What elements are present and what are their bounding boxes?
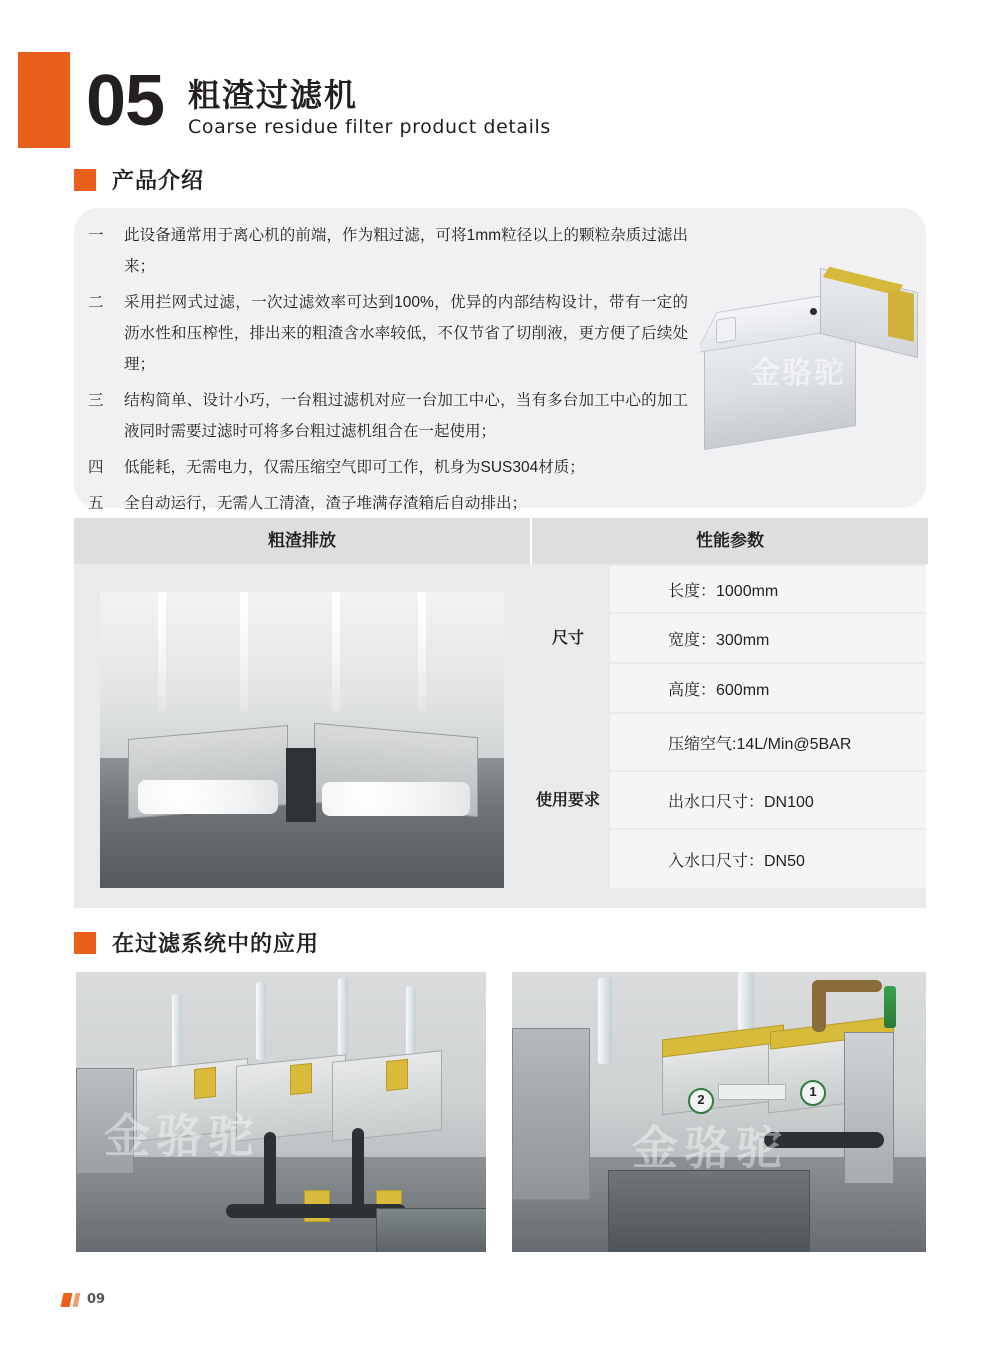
product-photo	[700, 262, 932, 462]
page-header	[0, 52, 1000, 152]
product-cylinder-part	[716, 316, 736, 343]
list-item-index: 二	[88, 294, 104, 311]
section-heading-application-label: 在过滤系统中的应用	[112, 931, 320, 956]
spec-table-header-right: 性能参数	[530, 518, 928, 564]
watermark-text: 金骆驼	[104, 1110, 260, 1162]
square-bullet-icon	[74, 932, 96, 954]
photo-residue-pile-left	[138, 780, 278, 814]
list-item-text: 低能耗，无需电力，仅需压缩空气即可工作，机身为SUS304材质；	[124, 459, 585, 476]
spec-table	[74, 518, 926, 908]
machine-cabinet	[512, 1028, 590, 1200]
list-item	[88, 488, 688, 519]
photo-tube	[172, 994, 182, 1076]
list-item-text: 结构简单、设计小巧，一台粗过滤机对应一台加工中心，当有多台加工中心的加工液同时需要过滤时可将多台粗过滤机组合在一起使用；	[124, 392, 688, 440]
list-item-text: 采用拦网式过滤，一次过滤效率可达到100%，优异的内部结构设计，带有一定的沥水性和压榨性，排出来的粗渣含水率较低，不仅节省了切削液，更方便了后续处理；	[124, 294, 688, 373]
yellow-valve	[386, 1059, 408, 1091]
list-item-index: 四	[88, 459, 104, 476]
unit-badge-2: 2	[688, 1088, 714, 1114]
page-title: 粗渣过滤机	[188, 77, 359, 113]
section-heading-intro-label: 产品介绍	[112, 168, 205, 193]
spec-group-requirements	[530, 714, 606, 888]
residue-discharge-photo	[100, 592, 504, 888]
spec-group-size	[530, 566, 606, 712]
list-item	[88, 385, 688, 447]
coolant-tank	[376, 1208, 486, 1252]
photo-residue-pile-right	[322, 782, 470, 816]
intro-list	[88, 220, 688, 524]
spec-group-requirements-label: 使用要求	[535, 792, 600, 809]
spec-group-size-label: 尺寸	[551, 630, 584, 647]
section-heading-application	[74, 927, 319, 958]
photo-tube	[338, 978, 348, 1056]
coolant-tank	[608, 1170, 810, 1252]
footer-mark-icon	[61, 1293, 73, 1307]
list-item-index: 一	[88, 227, 104, 244]
photo-light-strip	[240, 592, 248, 712]
spec-row: 入水口尺寸：DN50	[610, 830, 926, 888]
product-knob-icon	[810, 308, 817, 315]
watermark-text: 金骆驼	[632, 1122, 788, 1174]
watermark-text: 金骆驼	[750, 357, 846, 390]
photo-light-strip	[332, 592, 340, 712]
photo-tube	[598, 978, 612, 1064]
yellow-valve	[290, 1063, 312, 1095]
black-hose	[352, 1128, 364, 1212]
photo-tube	[256, 982, 266, 1060]
spec-row: 长度：1000mm	[610, 566, 926, 612]
photo-tube	[406, 986, 416, 1062]
photo-light-strip	[418, 592, 426, 712]
page-subtitle: Coarse residue filter product details	[188, 116, 551, 138]
page-footer	[62, 1292, 105, 1307]
list-item-index: 三	[88, 392, 104, 409]
list-item	[88, 452, 688, 483]
header-accent-bar	[18, 52, 70, 148]
list-item	[88, 220, 688, 282]
section-number: 05	[86, 61, 165, 141]
square-bullet-icon	[74, 169, 96, 191]
list-item	[88, 287, 688, 380]
status-lamp	[884, 986, 896, 1028]
spec-row: 出水口尺寸：DN100	[610, 772, 926, 828]
electrical-panel	[844, 1032, 894, 1184]
spec-row: 宽度：300mm	[610, 614, 926, 662]
photo-light-strip	[158, 592, 166, 712]
list-item-text: 全自动运行，无需人工清渣，渣子堆满存渣箱后自动排出；	[124, 495, 528, 512]
yellow-valve	[194, 1067, 216, 1099]
list-item-index: 五	[88, 495, 104, 512]
application-photo-left	[76, 972, 486, 1252]
copper-pipe	[812, 980, 882, 992]
photo-discharge-chute	[286, 748, 316, 822]
spec-row: 高度：600mm	[610, 664, 926, 712]
page-number: 09	[87, 1292, 106, 1307]
unit-nameplate	[718, 1084, 786, 1100]
product-yellow-panel-side	[888, 288, 914, 342]
spec-row: 压缩空气:14L/Min@5BAR	[610, 714, 926, 770]
list-item-text: 此设备通常用于离心机的前端，作为粗过滤，可将1mm粒径以上的颗粒杂质过滤出来；	[124, 227, 688, 275]
application-photo-right	[512, 972, 926, 1252]
unit-badge-1: 1	[800, 1080, 826, 1106]
black-hose	[264, 1132, 276, 1212]
section-heading-intro	[74, 164, 204, 195]
spec-table-header-left: 粗渣排放	[74, 518, 530, 564]
footer-mark-icon-secondary	[73, 1293, 81, 1307]
